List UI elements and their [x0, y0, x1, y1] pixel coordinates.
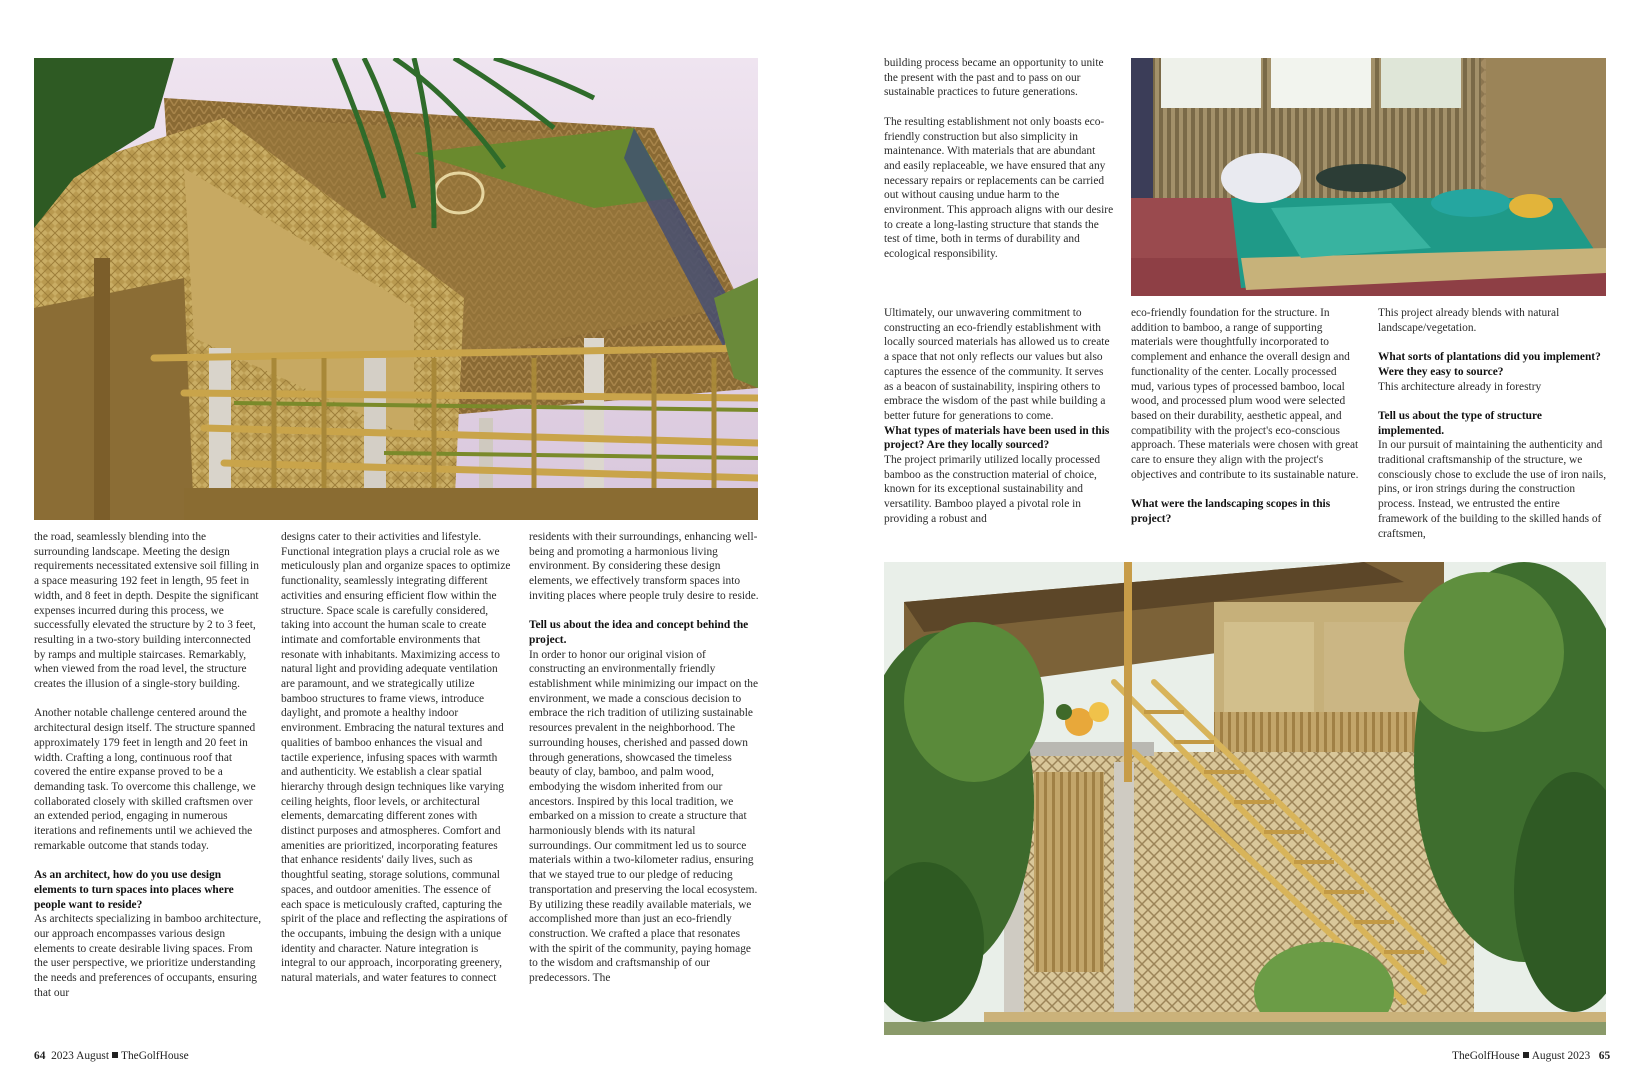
- right-column-1: [884, 306, 1114, 544]
- left-column-2: [281, 530, 511, 1032]
- page-number-left: 64: [34, 1050, 46, 1062]
- body-paragraph: Another notable challenge centered around the architectural design itself. The structure spanned approximately 179 feet in length and 20 feet in width. Crafting a long, continuous roof that covered the entire expanse proved to be a demanding task. To overcome this challenge, we collaborated closely with skilled craftsmen over an extended period, engaging in numerous iterations and refinements until we achieved the remarkable outcome that stands today.: [34, 707, 256, 852]
- left-column-3: [529, 530, 759, 1032]
- interview-question: Tell us about the idea and concept behind the project.: [529, 619, 749, 646]
- folio-date-left: 2023 August: [51, 1050, 110, 1062]
- page-number-right: 65: [1598, 1050, 1611, 1062]
- left-column-1: [34, 530, 262, 1032]
- left-folio: [34, 1050, 189, 1062]
- body-paragraph: This architecture already in forestry: [1378, 380, 1542, 393]
- square-bullet-icon: [1523, 1052, 1529, 1058]
- interview-question: As an architect, how do you use design elements to turn spaces into places where people want to reside?: [34, 869, 234, 911]
- body-paragraph: Ultimately, our unwavering commitment to constructing an eco-friendly establishment with locally sourced materials has allowed us to create a space that not only reflects our values but also captures the essence of the community. It serves as a beacon of sustainability, inspiring others to embrace the wisdom of the past while building a better future for generations to come.: [884, 307, 1110, 422]
- right-column-3: [1378, 306, 1608, 544]
- body-paragraph: In our pursuit of maintaining the authenticity and traditional craftsmanship of the structure, we consciously chose to exclude the use of iron nails, pins, or iron strings during the construction process. Instead, we entrusted the entire framework of the building to the skilled hands of craftsmen,: [1378, 439, 1607, 540]
- interview-question: What sorts of plantations did you implement? Were they easy to source?: [1378, 351, 1601, 378]
- body-paragraph: As architects specializing in bamboo architecture, our approach encompasses various design elements to create desirable living spaces. From the user perspective, we prioritize understanding the needs and preferences of occupants, ensuring that our: [34, 913, 262, 999]
- body-paragraph: In order to honor our original vision of constructing an environmentally friendly establishment while minimizing our impact on the environment, we made a conscious decision to embrace the rich tradition of utilizing sustainable resources prevalent in the neighborhood. The surrounding houses, cherished and passed down through generations, showcased the timeless beauty of clay, bamboo, and palm wood, embodying the wisdom inherited from our ancestors. Inspired by this local tradition, we embarked on a mission to create a structure that harmoniously blends with its natural surroundings. Our commitment led us to source materials within a two-kilometer radius, ensuring that we stayed true to our pledge of reducing transportation and preserving the local ecosystem.: [529, 648, 759, 896]
- body-paragraph: residents with their surroundings, enhancing well-being and promoting a harmonious living environment. By considering these design elements, we effectively transform spaces into inviting places where people truly desire to reside.: [529, 531, 759, 602]
- body-paragraph: building process became an opportunity to unite the present with the past and to pass on our sustainable practices to future generations.: [884, 57, 1104, 99]
- folio-publication-left: TheGolfHouse: [121, 1050, 189, 1062]
- interview-question: What were the landscaping scopes in this project?: [1131, 498, 1331, 525]
- body-paragraph: eco-friendly foundation for the structure. In addition to bamboo, a range of supporting materials were thoughtfully incorporated to complement and enhance the overall design and functionality of the center. Locally processed mud, various types of processed bamboo, local wood, and processed plum wood were selected based on their durability, aesthetic appeal, and compatibility with the project's eco-conscious approach. These materials were chosen with great care to ensure they align with the project's objectives and contribute to its sustainable nature.: [1131, 307, 1359, 481]
- photo-bamboo-pavilion: [34, 58, 758, 520]
- right-folio: [1452, 1050, 1610, 1062]
- body-paragraph: The resulting establishment not only boasts eco-friendly construction but also simplicity in maintenance. With materials that are abundant and easily replaceable, we have ensured that any necessary repairs or replacements can be carried out without causing undue harm to the environment. This approach aligns with our desire to create a long-lasting structure that stands the test of time, both in terms of durability and ecological responsibility.: [884, 115, 1114, 261]
- photo-bamboo-staircase: [884, 562, 1606, 1035]
- body-paragraph: designs cater to their activities and lifestyle. Functional integration plays a crucial role as we meticulously plan and organize spaces to optimize functionality, seamlessly integrating different activities and ensuring efficient flow within the structure. Space scale is carefully considered, taking into account the human scale to create intimate and comfortable environments that resonate with inhabitants. Maximizing access to natural light and providing adequate ventilation are paramount, and we strategically utilize bamboo structures to frame views, introduce daylight, and promote a healthy indoor environment. Embracing the natural textures and qualities of bamboo enhances the visual and tactile experience, infusing spaces with warmth and authenticity. We establish a clear spatial hierarchy through design techniques like varying ceiling heights, floor levels, or architectural elements, demarcating different zones with distinct purposes and atmospheres. Comfort and amenities are prioritized, incorporating features that enhance residents' daily lives, such as thoughtful seating, storage solutions, communal spaces, and outdoor amenities. The essence of each space is meticulously crafted, capturing the spirit of the place and reflecting the aspirations of the occupants, imbuing the design with a unique identity and character. Nature integration is integral to our approach, incorporating greenery, natural materials, and water features to connect: [281, 531, 511, 985]
- interview-question: Tell us about the type of structure implemented.: [1378, 409, 1542, 437]
- interview-question: What types of materials have been used in this project? Are they locally sourced?: [884, 424, 1110, 452]
- right-top-column: [884, 56, 1114, 296]
- right-column-2: [1131, 306, 1361, 544]
- body-paragraph: By utilizing these readily available materials, we accomplished more than just an eco-friendly construction. We crafted a place that resonates with the spirit of the community, paying homage to the wisdom and craftsmanship of our predecessors. The: [529, 898, 752, 985]
- body-paragraph: The project primarily utilized locally processed bamboo as the construction material of choice, known for its exceptional sustainability and versatility. Bamboo played a pivotal role in providing a robust and: [884, 454, 1101, 525]
- folio-date-right: August 2023: [1531, 1050, 1591, 1062]
- body-paragraph: the road, seamlessly blending into the surrounding landscape. Meeting the design requirements necessitated extensive soil filling in a space measuring 192 feet in length, 95 feet in width, and 8 feet in depth. Despite the significant expenses incurred during this process, we successfully elevated the structure by 2 to 3 feet, resulting in a two-story building interconnected by ramps and multiple staircases. Remarkably, when viewed from the road level, the structure creates the illusion of a single-story building.: [34, 531, 259, 691]
- square-bullet-icon: [112, 1052, 118, 1058]
- folio-publication-right: TheGolfHouse: [1452, 1050, 1520, 1062]
- body-paragraph: This project already blends with natural landscape/vegetation.: [1378, 307, 1560, 334]
- photo-bamboo-bedroom: [1131, 58, 1606, 296]
